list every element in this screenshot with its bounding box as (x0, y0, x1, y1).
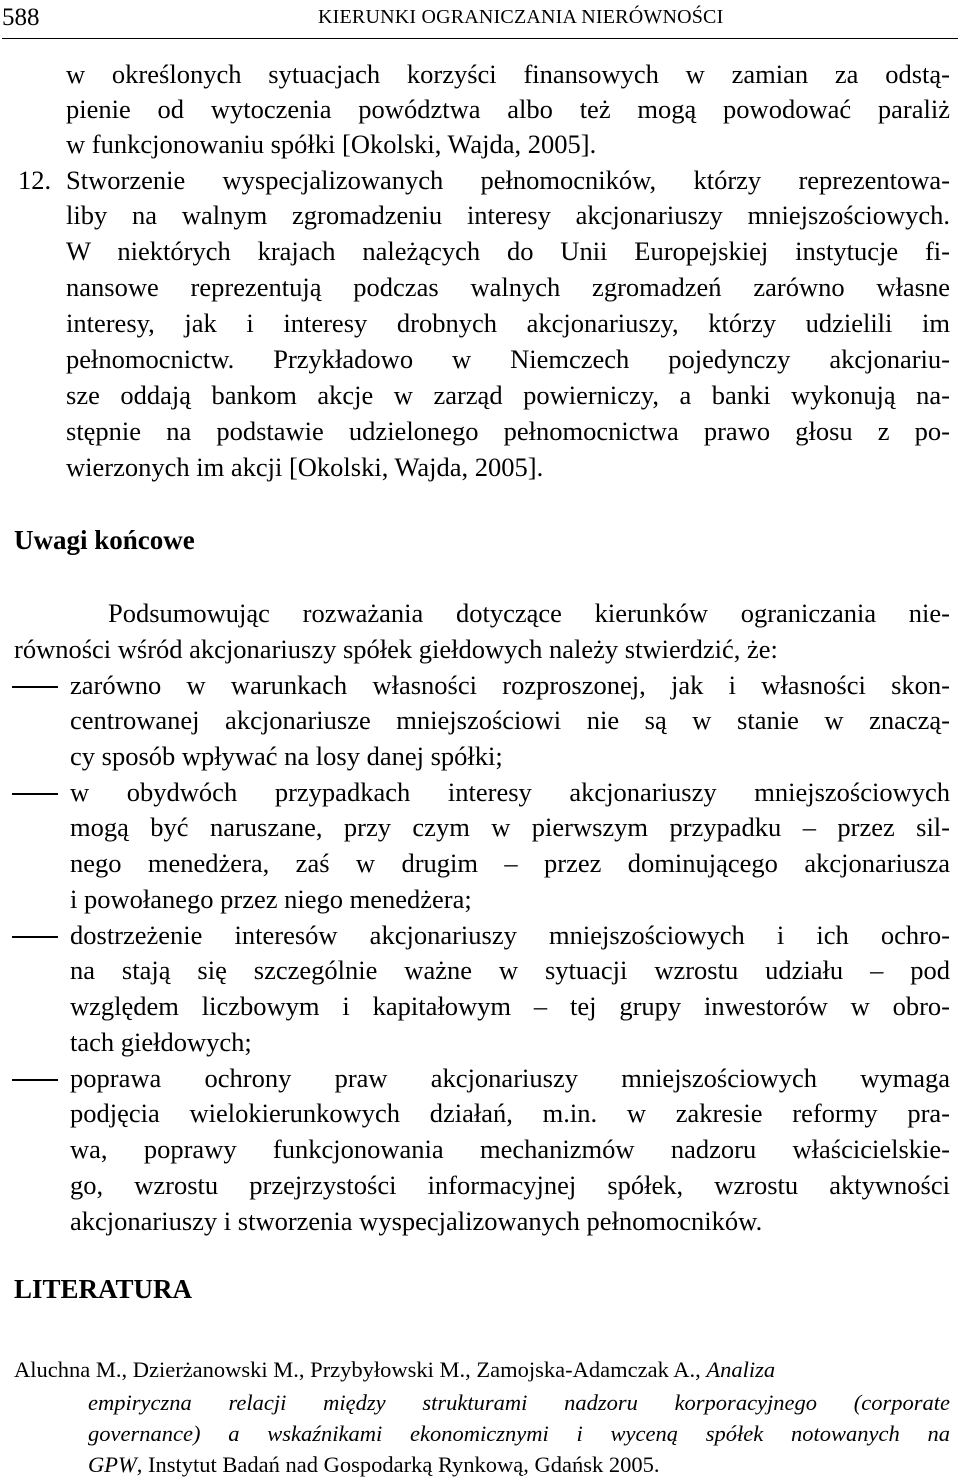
bullet-line: zarówno w warunkach własności rozproszonej, jak i własności skon- (70, 670, 950, 700)
reference-title: governance) a wskaźnikami ekonomicznymi i wyceną spółek notowanych na (88, 1421, 950, 1446)
bullet-line: cy sposób wpływać na losy danej spółki; (70, 741, 503, 771)
item-line: pełnomocnictw. Przykładowo w Niemczech pojedynczy akcjonariu- (66, 344, 950, 374)
item-line: nansowe reprezentują podczas walnych zgromadzeń zarówno własne (66, 272, 950, 302)
item-number: 12. (18, 165, 52, 195)
item-line: stępnie na podstawie udzielonego pełnomocnictwa prawo głosu z po- (66, 416, 950, 446)
bullet-dash (12, 793, 58, 795)
bullet-line: centrowanej akcjonariusze mniejszościowi nie są w stanie w znaczą- (70, 705, 950, 735)
bullet-line: wa, poprawy funkcjonowania mechanizmów nadzoru właścicielskie- (70, 1134, 950, 1164)
bullet-dash (12, 1079, 58, 1081)
reference-line (88, 1449, 660, 1480)
running-title: KIERUNKI OGRANICZANIA NIERÓWNOŚCI (318, 6, 724, 28)
bullet-line: podjęcia wielokierunkowych działań, m.in. w zakresie reformy pra- (70, 1098, 950, 1128)
bullet-line: tach giełdowych; (70, 1027, 252, 1057)
bullet-line: dostrzeżenie interesów akcjonariuszy mniejszościowych i ich ochro- (70, 920, 950, 950)
intro-line: w określonych sytuacjach korzyści finansowych w zamian za odstą- (66, 59, 950, 89)
reference-publisher: , Instytut Badań nad Gospodarką Rynkową, Gdańsk 2005. (136, 1452, 660, 1477)
reference-authors: Aluchna M., Dzierżanowski M., Przybyłowski M., Zamojska-Adamczak A., (14, 1357, 707, 1382)
literature-heading: LITERATURA (14, 1274, 193, 1304)
reference-title: empiryczna relacji między strukturami nadzoru korporacyjnego (corporate (88, 1390, 950, 1415)
bullet-line: akcjonariuszy i stworzenia wyspecjalizowanych pełnomocników. (70, 1206, 763, 1236)
conclusion-line: Podsumowując rozważania dotyczące kierunków ograniczania nie- (108, 598, 950, 628)
bullet-line: poprawa ochrony praw akcjonariuszy mniejszościowych wymaga (70, 1063, 950, 1093)
reference-line (88, 1418, 950, 1449)
conclusion-line: równości wśród akcjonariuszy spółek giełdowych należy stwierdzić, że: (14, 634, 778, 664)
bullet-line: względem liczbowym i kapitałowym – tej grupy inwestorów w obro- (70, 991, 950, 1021)
reference-line (88, 1387, 950, 1418)
intro-line: pienie od wytoczenia powództwa albo też mogą powodować paraliż (66, 94, 950, 124)
reference-title: GPW (88, 1452, 137, 1477)
item-line: liby na walnym zgromadzeniu interesy akcjonariuszy mniejszościowych. (66, 200, 950, 230)
page-number: 588 (2, 4, 40, 31)
bullet-dash (12, 936, 58, 938)
bullet-dash (12, 686, 58, 688)
item-line: interesy, jak i interesy drobnych akcjonariuszy, którzy udzielili im (66, 308, 950, 338)
section-heading: Uwagi końcowe (14, 525, 195, 555)
bullet-line: na stają się szczególnie ważne w sytuacji wzrostu udziału – pod (70, 955, 950, 985)
header-rule (2, 38, 958, 39)
bullet-line: nego menedżera, zaś w drugim – przez dominującego akcjonariusza (70, 848, 950, 878)
bullet-line: w obydwóch przypadkach interesy akcjonariuszy mniejszościowych (70, 777, 950, 807)
intro-line: w funkcjonowaniu spółki [Okolski, Wajda, 2005]. (66, 129, 597, 159)
bullet-line: i powołanego przez niego menedżera; (70, 884, 472, 914)
item-line: W niektórych krajach należących do Unii Europejskiej instytucje fi- (66, 236, 950, 266)
item-line: sze oddają bankom akcje w zarząd powierniczy, a banki wykonują na- (66, 380, 950, 410)
page-header (0, 0, 960, 40)
bullet-line: go, wzrostu przejrzystości informacyjnej spółek, wzrostu aktywności (70, 1170, 950, 1200)
bullet-line: mogą być naruszane, przy czym w pierwszym przypadku – przez sil- (70, 812, 950, 842)
reference-line (14, 1354, 775, 1385)
reference-title: Analiza (706, 1357, 776, 1382)
item-line: Stworzenie wyspecjalizowanych pełnomocników, którzy reprezentowa- (66, 165, 950, 195)
item-line: wierzonych im akcji [Okolski, Wajda, 2005]. (66, 452, 544, 482)
